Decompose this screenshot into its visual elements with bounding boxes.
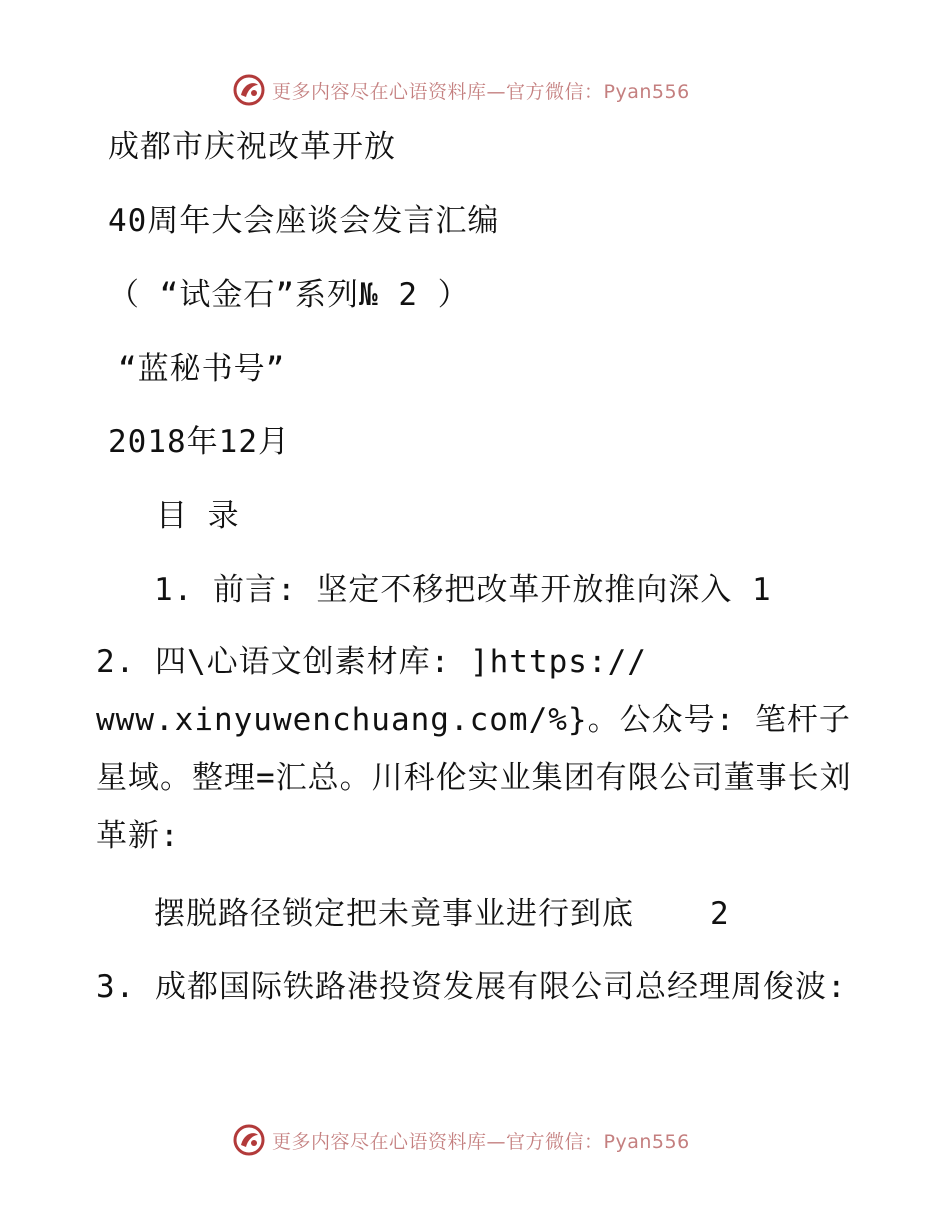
title-line-1: 成都市庆祝改革开放 (108, 129, 396, 165)
toc-heading: 目 录 (156, 498, 240, 534)
watermark-banner-top (232, 70, 690, 110)
toc-item-2-page-number: 2 (710, 896, 729, 932)
title-line-2: 40周年大会座谈会发言汇编 (108, 203, 500, 239)
watermark-banner-bottom (232, 1120, 690, 1160)
date-label: 2018年12月 (108, 424, 290, 460)
toc-item-1: 1. 前言: 坚定不移把改革开放推向深入 1 (154, 572, 772, 608)
red-swirl-logo-icon (232, 1123, 266, 1157)
publisher-label: “蓝秘书号” (118, 351, 286, 387)
series-label: （ “试金石”系列№ 2 ） (108, 277, 470, 313)
toc-item-2-subtitle: 摆脱路径锁定把未竟事业进行到底 (154, 896, 634, 932)
red-swirl-logo-icon (232, 73, 266, 107)
watermark-text: 更多内容尽在心语资料库—官方微信：Pyan556 (272, 80, 690, 103)
watermark-text: 更多内容尽在心语资料库—官方微信：Pyan556 (272, 1130, 690, 1153)
toc-item-3: 3. 成都国际铁路港投资发展有限公司总经理周俊波: (96, 969, 847, 1005)
toc-item-2: 2. 四\心语文创素材库: ]https:// www.xinyuwenchuang.com/%}。公众号: 笔杆子星域。整理=汇总。川科伦实业集团有限公司董事长刘革新: (96, 644, 852, 854)
